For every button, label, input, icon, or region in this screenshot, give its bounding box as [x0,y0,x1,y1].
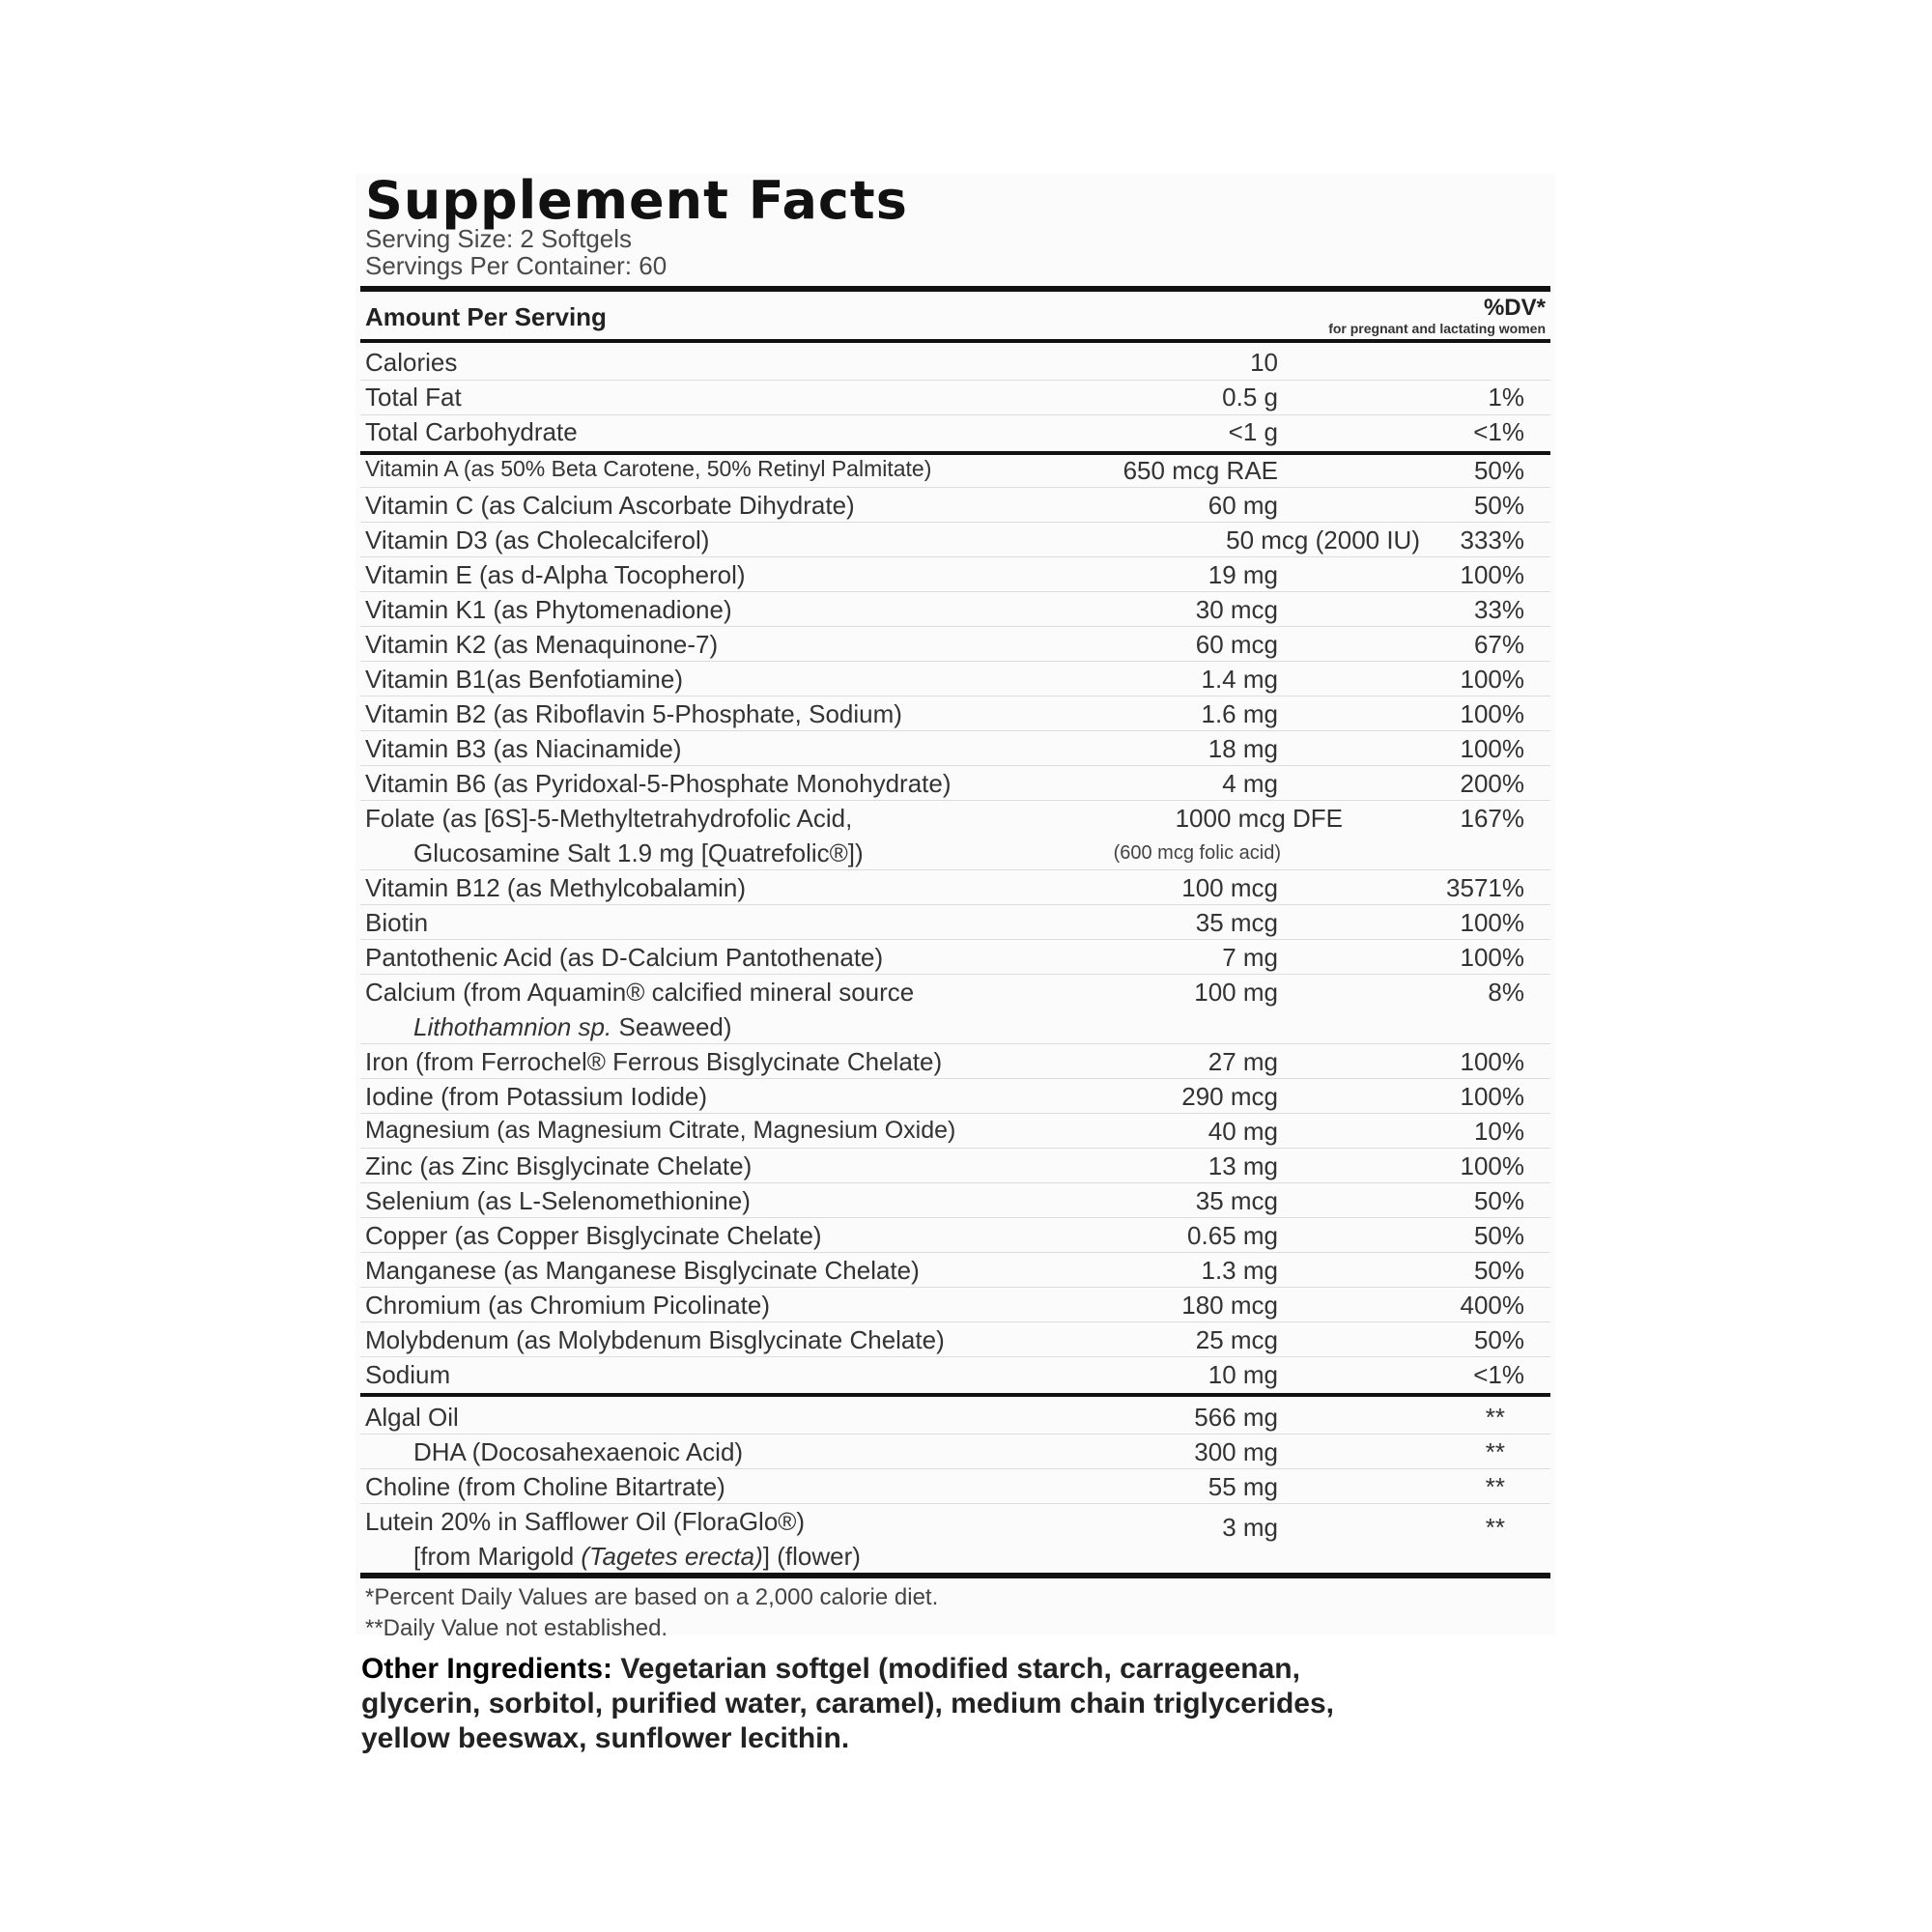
nutrient-dv: 67% [1473,630,1524,659]
nutrient-amount: 13 mg [1208,1151,1278,1180]
nutrient-dv: 100% [1460,1082,1524,1111]
nutrient-dv: 50% [1473,1221,1524,1250]
nutrient-amount: 10 mg [1208,1360,1278,1389]
nutrient-amount: 290 mcg [1181,1082,1278,1111]
table-row [365,1148,1546,1182]
nutrient-dv: 8% [1488,978,1524,1007]
panel-title: Supplement Facts [365,170,908,231]
nutrient-amount: <1 g [1228,417,1278,446]
nutrient-name: Vitamin B6 (as Pyridoxal-5-Phosphate Monohydrate) [365,769,952,798]
nutrient-dv: 33% [1473,595,1524,624]
nutrient-amount: 300 mg [1194,1437,1278,1466]
nutrient-dv: 100% [1460,1151,1524,1180]
nutrient-name: Total Fat [365,383,462,412]
nutrient-dv: 100% [1460,1047,1524,1076]
table-row [365,344,1546,379]
nutrient-name-line2: Glucosamine Salt 1.9 mg [Quatrefolic®]) [413,838,864,867]
species-name: Lithothamnion sp. [413,1012,612,1041]
table-row [365,869,1546,904]
source-prefix: [from Marigold [413,1542,582,1571]
table-row [365,1252,1546,1287]
source-suffix: ] (flower) [762,1542,861,1571]
nutrient-amount: 1.4 mg [1201,665,1278,694]
nutrient-name: Lutein 20% in Safflower Oil (FloraGlo®) [365,1507,806,1536]
other-ingredients-label: Other Ingredients: [361,1653,613,1685]
table-row [365,452,1546,487]
nutrient-dv: 400% [1460,1291,1524,1320]
table-row [365,904,1546,939]
servings-per-container: Servings Per Container: 60 [365,251,668,280]
species-name: (Tagetes erecta) [581,1542,763,1571]
table-row [365,1356,1546,1391]
nutrient-name: Vitamin A (as 50% Beta Carotene, 50% Retinyl Palmitate) [365,456,932,481]
nutrient-amount: 10 [1250,348,1278,377]
nutrient-dv: <1% [1473,1360,1524,1389]
nutrient-dv: 10% [1473,1117,1524,1146]
table-row [365,1503,1546,1573]
nutrient-dv: 3571% [1446,873,1524,902]
nutrient-name: Vitamin B2 (as Riboflavin 5-Phosphate, Sodium) [365,699,902,728]
nutrient-name: Vitamin E (as d-Alpha Tocopherol) [365,560,746,589]
thick-rule-bottom [360,1573,1550,1578]
nutrient-amount: 3 mg [1222,1513,1278,1542]
nutrient-dv: 100% [1460,943,1524,972]
nutrient-name: Algal Oil [365,1403,459,1432]
nutrient-dv: <1% [1473,417,1524,446]
dv-note: for pregnant and lactating women [1328,321,1546,336]
nutrient-name: Selenium (as L-Selenomethionine) [365,1186,751,1215]
table-row [365,1287,1546,1321]
nutrient-amount: 100 mcg [1181,873,1278,902]
nutrient-dv: 50% [1473,1186,1524,1215]
serving-size: Serving Size: 2 Softgels [365,224,633,253]
table-row [365,379,1546,413]
table-row [365,1182,1546,1217]
nutrient-name: Vitamin B3 (as Niacinamide) [365,734,682,763]
nutrient-dv: ** [1485,1513,1505,1542]
species-suffix: Seaweed) [611,1012,732,1041]
nutrient-name: Pantothenic Acid (as D-Calcium Pantothenate) [365,943,884,972]
nutrient-amount: 50 mcg (2000 IU) [1226,526,1420,554]
nutrient-name: Biotin [365,908,429,937]
nutrient-amount: 100 mg [1194,978,1278,1007]
table-row [365,591,1546,626]
nutrient-name: Calories [365,348,458,377]
nutrient-name: Copper (as Copper Bisglycinate Chelate) [365,1221,822,1250]
thick-rule-top [360,286,1550,292]
nutrient-amount: 35 mcg [1195,1186,1278,1215]
nutrient-amount: 650 mcg RAE [1122,456,1278,485]
table-row [365,696,1546,730]
footnote-percent-dv: *Percent Daily Values are based on a 2,000 calorie diet. [365,1584,939,1610]
table-row [365,974,1546,1043]
nutrient-name: Vitamin K1 (as Phytomenadione) [365,595,732,624]
nutrient-amount: 25 mcg [1195,1325,1278,1354]
nutrient-dv: 1% [1488,383,1524,412]
dv-header: %DV* [1483,295,1546,321]
nutrient-amount: 18 mg [1208,734,1278,763]
table-row [365,1321,1546,1356]
table-row [365,522,1546,556]
nutrient-amount: 0.65 mg [1187,1221,1278,1250]
nutrient-amount: 60 mg [1208,491,1278,520]
nutrient-amount: 55 mg [1208,1472,1278,1501]
nutrient-amount: 180 mcg [1181,1291,1278,1320]
table-row [365,487,1546,522]
nutrient-dv: 167% [1460,804,1524,833]
nutrient-amount: 60 mcg [1195,630,1278,659]
table-row [365,1468,1546,1503]
nutrient-amount: 7 mg [1222,943,1278,972]
nutrient-amount: 0.5 g [1222,383,1278,412]
table-row [365,1399,1546,1434]
nutrient-dv: 100% [1460,908,1524,937]
nutrient-name: Manganese (as Manganese Bisglycinate Chelate) [365,1256,920,1285]
nutrient-amount: 30 mcg [1195,595,1278,624]
nutrient-name: Sodium [365,1360,451,1389]
table-row [365,800,1546,869]
table-row [365,765,1546,800]
nutrient-dv: 333% [1460,526,1524,554]
nutrient-amount: 27 mg [1208,1047,1278,1076]
nutrient-amount: 1000 mcg DFE [1175,804,1343,833]
nutrient-dv: 200% [1460,769,1524,798]
table-row [365,413,1546,448]
nutrient-dv: ** [1485,1437,1505,1466]
nutrient-subnote: (600 mcg folic acid) [1113,842,1281,864]
nutrient-dv: 50% [1473,491,1524,520]
nutrient-amount: 40 mg [1208,1117,1278,1146]
nutrient-name: Vitamin K2 (as Menaquinone-7) [365,630,719,659]
nutrient-amount: 1.6 mg [1201,699,1278,728]
table-row [365,1043,1546,1078]
nutrient-name: Choline (from Choline Bitartrate) [365,1472,725,1501]
rule-under-header [360,339,1550,343]
table-row [365,556,1546,591]
other-ingredients-text: Vegetarian softgel (modified starch, carrageenan, glycerin, sorbitol, purified water, caramel), medium chain triglycerides, yellow beeswax, sunflower lecithin. [361,1653,1334,1754]
nutrient-dv: 50% [1473,1256,1524,1285]
nutrient-name: Total Carbohydrate [365,417,578,446]
nutrient-name: Vitamin C (as Calcium Ascorbate Dihydrate) [365,491,855,520]
nutrient-name: DHA (Docosahexaenoic Acid) [413,1437,744,1466]
nutrient-amount: 1.3 mg [1201,1256,1278,1285]
nutrient-dv: 100% [1460,699,1524,728]
nutrient-dv: 100% [1460,560,1524,589]
nutrient-name: Folate (as [6S]-5-Methyltetrahydrofolic Acid, [365,804,853,833]
nutrient-amount: 35 mcg [1195,908,1278,937]
rule-after-nutrients [360,1393,1550,1397]
nutrient-name: Zinc (as Zinc Bisglycinate Chelate) [365,1151,753,1180]
nutrient-name: Chromium (as Chromium Picolinate) [365,1291,770,1320]
amount-per-serving-header: Amount Per Serving [365,302,607,331]
table-row [365,730,1546,765]
table-row [365,1113,1546,1148]
nutrient-name: Magnesium (as Magnesium Citrate, Magnesium Oxide) [365,1117,956,1144]
nutrient-name: Calcium (from Aquamin® calcified mineral source [365,978,915,1007]
nutrient-dv: 50% [1473,456,1524,485]
nutrient-amount: 566 mg [1194,1403,1278,1432]
table-row [365,1434,1546,1468]
nutrient-name-line2 [413,1012,732,1042]
nutrient-name-line2 [413,1542,861,1572]
table-row [365,661,1546,696]
table-row [365,1217,1546,1252]
table-row [365,626,1546,661]
nutrient-name: Molybdenum (as Molybdenum Bisglycinate Chelate) [365,1325,945,1354]
nutrient-name: Vitamin D3 (as Cholecalciferol) [365,526,710,554]
nutrient-name: Iodine (from Potassium Iodide) [365,1082,708,1111]
nutrient-name: Iron (from Ferrochel® Ferrous Bisglycinate Chelate) [365,1047,943,1076]
nutrient-dv: ** [1485,1472,1505,1501]
nutrient-amount: 4 mg [1222,769,1278,798]
table-row [365,939,1546,974]
nutrient-dv: 100% [1460,734,1524,763]
nutrient-dv: 100% [1460,665,1524,694]
nutrient-dv: ** [1485,1403,1505,1432]
nutrient-amount: 19 mg [1208,560,1278,589]
nutrient-name: Vitamin B1(as Benfotiamine) [365,665,684,694]
nutrient-name: Vitamin B12 (as Methylcobalamin) [365,873,747,902]
footnote-dv-not-established: **Daily Value not established. [365,1615,668,1641]
other-ingredients [361,1652,1405,1756]
nutrient-dv: 50% [1473,1325,1524,1354]
table-row [365,1078,1546,1113]
